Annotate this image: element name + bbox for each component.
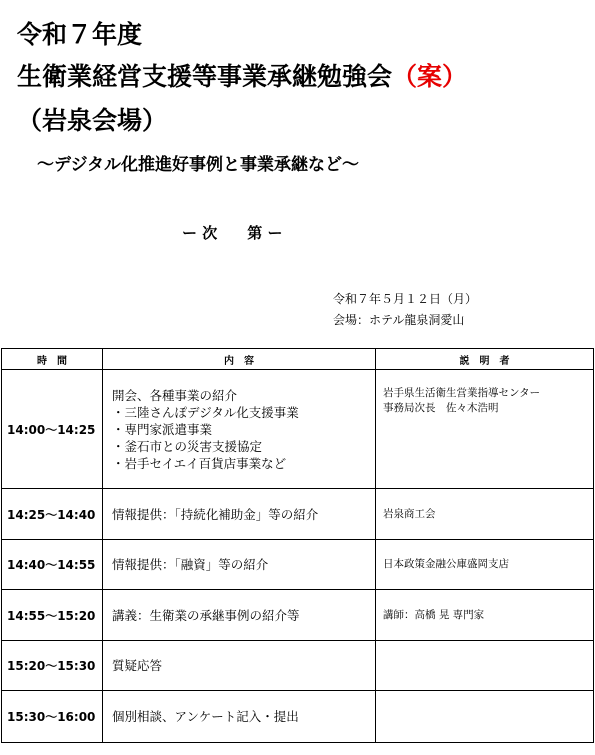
event-date: 令和７年５月１２日（月）: [333, 292, 478, 306]
row-content: [103, 641, 376, 691]
speaker-line: 講師：高橋 晃 専門家: [383, 608, 485, 621]
row-content: [103, 489, 376, 540]
table-row: [2, 590, 594, 641]
subtitle: 〜デジタル化推進好事例と事業承継など〜: [37, 155, 359, 175]
header-speaker: 説 明 者: [376, 349, 594, 370]
table-header-row: [2, 349, 594, 370]
row-time: 14:00〜14:25: [2, 370, 103, 489]
table-row: [2, 370, 594, 489]
table-row: [2, 641, 594, 691]
row-speaker: [376, 590, 594, 641]
row-speaker: [376, 370, 594, 489]
schedule-table: [1, 348, 594, 743]
speaker-line: 日本政策金融公庫盛岡支店: [383, 558, 509, 570]
content-line: 講義：生衛業の承継事例の紹介等: [112, 607, 300, 623]
draft-mark: （案）: [392, 62, 468, 91]
table-row: [2, 540, 594, 590]
document-title-line2: [17, 62, 467, 92]
content-line: ・専門家派遣事業: [112, 421, 213, 437]
content-line: ・三陸さんぽデジタル化支援事業: [112, 404, 299, 420]
content-line: 開会、各種事業の紹介: [112, 387, 238, 403]
speaker-line: 岩泉商工会: [383, 507, 436, 520]
title-main: 生衛業経営支援等事業承継勉強会: [17, 62, 393, 91]
table-row: [2, 691, 594, 743]
content-line: 情報提供：「融資」等の紹介: [112, 557, 269, 572]
speaker-line: 岩手県生活衛生営業指導センター: [383, 387, 541, 399]
row-speaker: [376, 540, 594, 590]
content-line: 個別相談、アンケート記入・提出: [112, 709, 299, 724]
event-venue: 会場：ホテル龍泉洞愛山: [333, 313, 465, 327]
content-line: ・岩手セイエイ百貨店事業など: [112, 455, 287, 471]
row-content: [103, 540, 376, 590]
content-line: ・釜石市との災害支援協定: [112, 438, 263, 454]
speaker-line: 事務局次長 佐々木浩明: [383, 402, 499, 414]
document-title-line3: （岩泉会場）: [17, 106, 168, 135]
row-speaker: [376, 489, 594, 540]
row-time: 15:30〜16:00: [2, 691, 103, 743]
row-time: 14:25〜14:40: [2, 489, 103, 540]
content-line: 情報提供：「持続化補助金」等の紹介: [112, 506, 319, 522]
row-speaker: [376, 641, 594, 691]
document-title-line1: 令和７年度: [17, 20, 143, 49]
row-content: [103, 590, 376, 641]
row-time: 14:40〜14:55: [2, 540, 103, 590]
header-time: 時 間: [2, 349, 103, 370]
row-content: [103, 370, 376, 489]
table-row: [2, 489, 594, 540]
row-speaker: [376, 691, 594, 743]
content-line: 質疑応答: [112, 658, 163, 673]
header-content: 内 容: [103, 349, 376, 370]
row-content: [103, 691, 376, 743]
row-time: 14:55〜15:20: [2, 590, 103, 641]
row-time: 15:20〜15:30: [2, 641, 103, 691]
agenda-heading: ー 次 第 ー: [182, 224, 283, 242]
